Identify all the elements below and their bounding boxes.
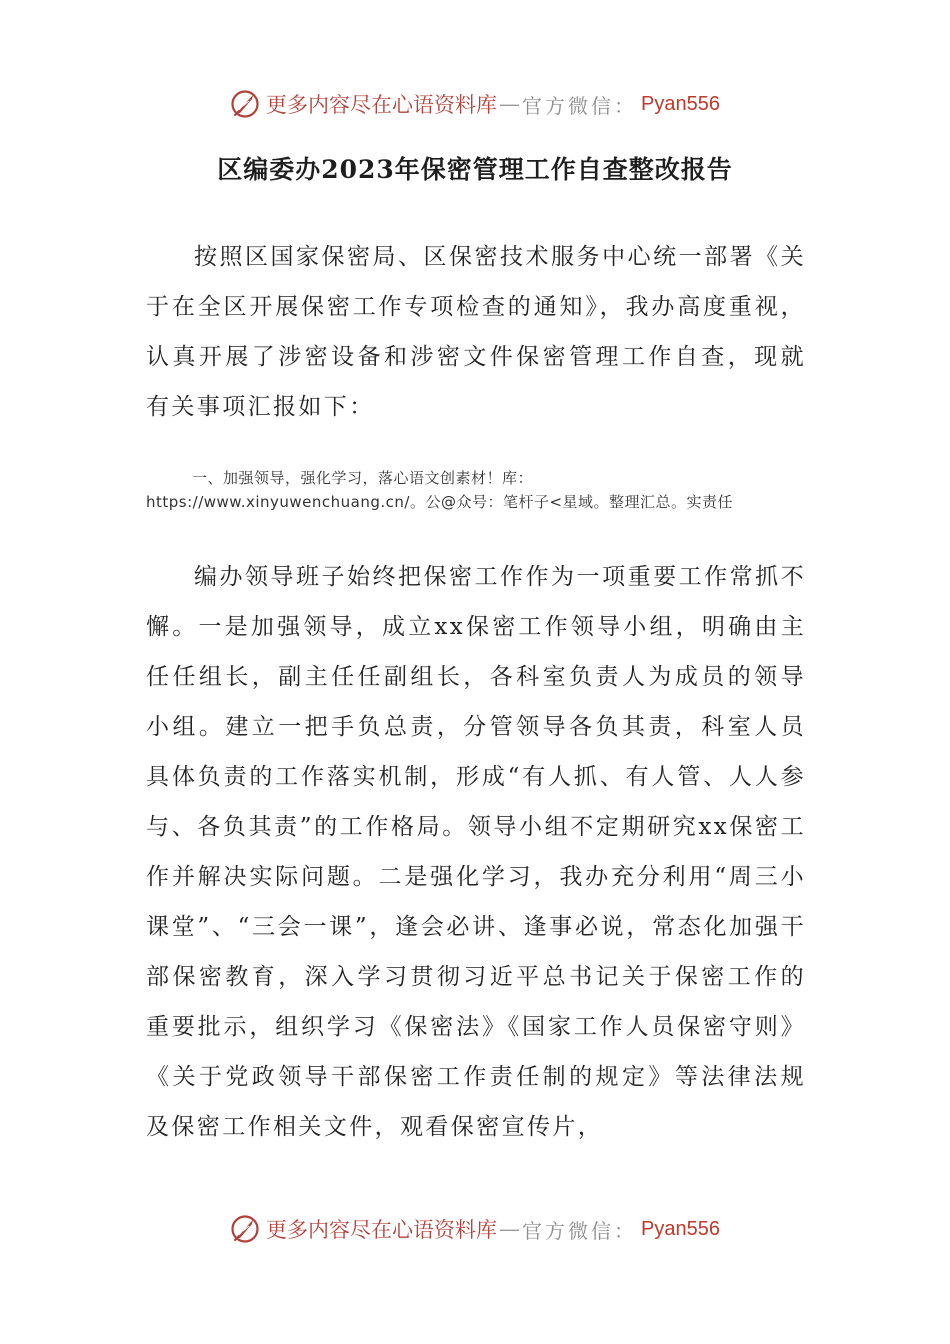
intro-paragraph: 按照区国家保密局、区保密技术服务中心统一部署《关于在全区开展保密工作专项检查的通知》，我办高度重视，认真开展了涉密设备和涉密文件保密管理工作自查，现就有关事项汇报如下： bbox=[146, 244, 806, 420]
quill-pen-circle-icon bbox=[230, 89, 260, 119]
watermark-official-label: 官方微信： bbox=[522, 93, 638, 118]
watermark-separator: — bbox=[499, 92, 521, 116]
watermark-wechat-id: Pyan556 bbox=[641, 1217, 720, 1240]
section-heading: 一、加强领导，强化学习，落心语文创素材！库：https://www.xinyuwenchuang.cn/。公@众号：笔杆子<星域。整理汇总。实责任 bbox=[146, 469, 734, 511]
document-title: 区编委办2023年保密管理工作自查整改报告 bbox=[217, 155, 733, 184]
watermark-separator: — bbox=[499, 1217, 521, 1241]
footer-watermark bbox=[0, 1209, 950, 1249]
header-watermark bbox=[0, 84, 950, 124]
watermark-official-label: 官方微信： bbox=[522, 1218, 638, 1243]
watermark-brand-text: 更多内容尽在心语资料库 bbox=[266, 93, 498, 117]
watermark-wechat-id: Pyan556 bbox=[641, 92, 720, 115]
watermark-brand-text: 更多内容尽在心语资料库 bbox=[266, 1218, 498, 1242]
body-paragraph: 编办领导班子始终把保密工作作为一项重要工作常抓不懈。一是加强领导，成立xx保密工作领导小组，明确由主任任组长，副主任任副组长，各科室负责人为成员的领导小组。建立一把手负总责，分管领导各负其责，科室人员具体负责的工作落实机制，形成“有人抓、有人管、人人参与、各负其责”的工作格局。领导小组不定期研究xx保密工作并解决实际问题。二是强化学习，我办充分利用“周三小课堂”、“三会一课”，逢会必讲、逢事必说，常态化加强干部保密教育，深入学习贯彻习近平总书记关于保密工作的重要批示，组织学习《保密法》《国家工作人员保密守则》《关于党政领导干部保密工作责任制的规定》等法律法规及保密工作相关文件，观看保密宣传片， bbox=[146, 564, 806, 1140]
quill-pen-circle-icon bbox=[230, 1214, 260, 1244]
